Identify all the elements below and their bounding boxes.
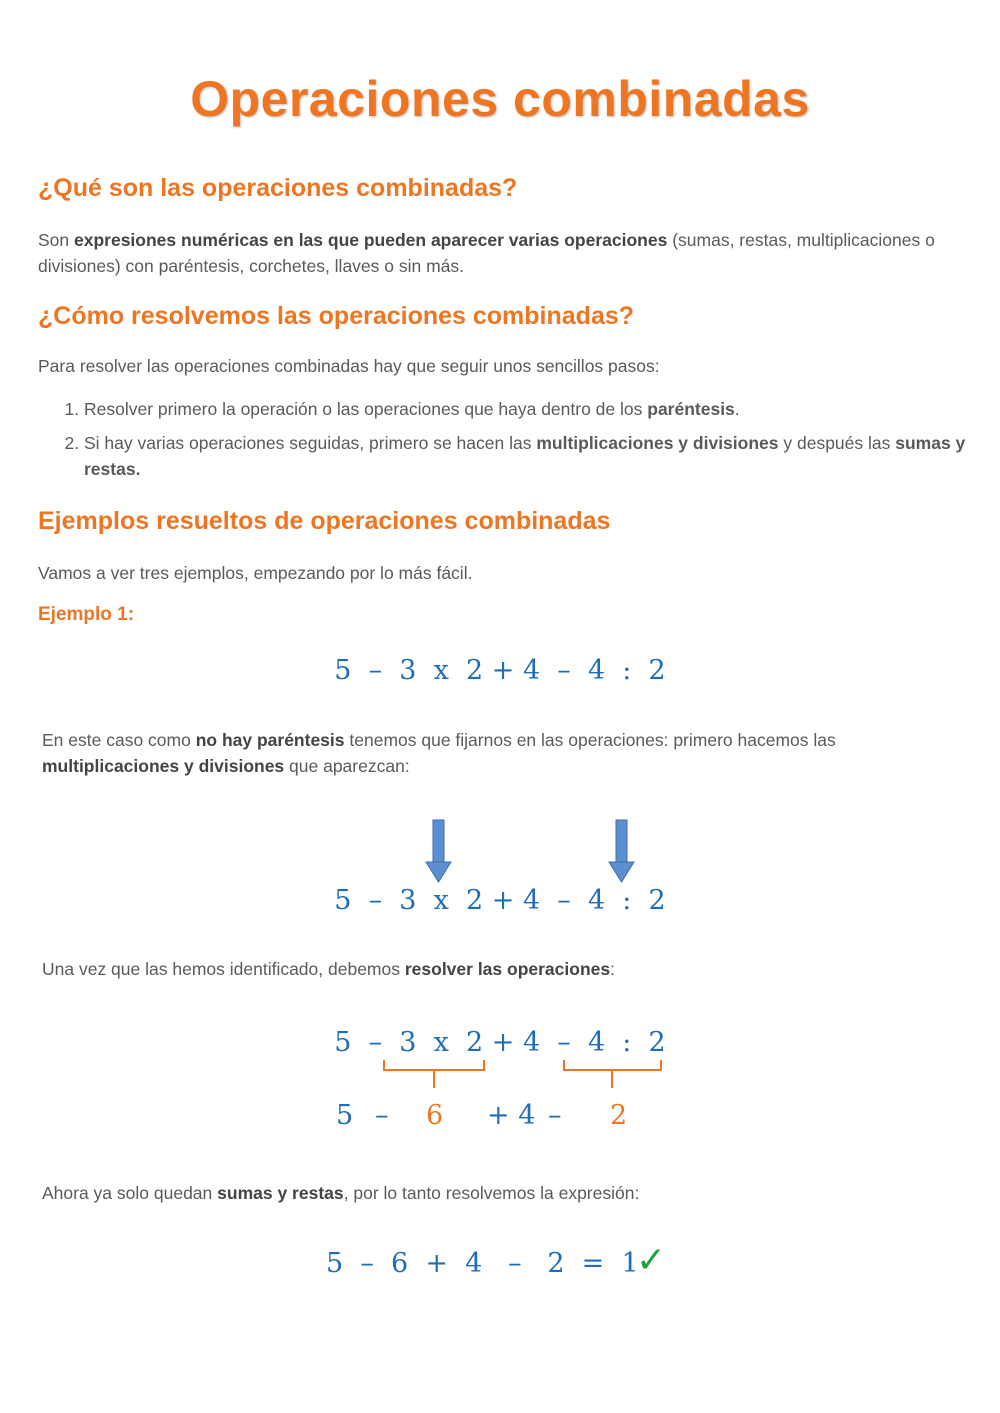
- example-expression: 5 – 3 x 2 + 4 – 4 : 2: [334, 655, 666, 686]
- section-heading-how: ¿Cómo resolvemos las operaciones combinadas?: [38, 302, 635, 330]
- page-title: Operaciones combinadas: [190, 71, 810, 127]
- intermediate-5: 5: [336, 1100, 354, 1131]
- product-result: 6: [426, 1100, 444, 1131]
- explanation-paragraph-1: En este caso como no hay paréntesis tenemos que fijarnos en las operaciones: primero hacemos las multiplicaciones y divisiones que aparezcan:: [42, 730, 836, 776]
- intermediate-line: [0, 1100, 1000, 1140]
- section-heading-what: ¿Qué son las operaciones combinadas?: [38, 174, 518, 202]
- section-heading-examples: Ejemplos resueltos de operaciones combinadas: [38, 507, 611, 535]
- examples-intro: Vamos a ver tres ejemplos, empezando por lo más fácil.: [38, 563, 473, 583]
- down-arrow-icon: [603, 818, 643, 884]
- intermediate-minus: –: [375, 1100, 389, 1131]
- bracket-multiplication: [380, 1058, 490, 1092]
- explanation-paragraph-3: Ahora ya solo quedan sumas y restas, por lo tanto resolvemos la expresión:: [42, 1183, 640, 1203]
- intermediate-plus-4: + 4: [487, 1100, 536, 1131]
- explanation-paragraph-2: Una vez que las hemos identificado, debemos resolver las operaciones:: [42, 959, 615, 979]
- identified-expression: 5 – 3 x 2 + 4 – 4 : 2: [334, 885, 666, 916]
- step-2: 2. Si hay varias operaciones seguidas, primero se hacen las multiplicaciones y divisiones y después las sumas y restas.: [84, 430, 1000, 482]
- steps-intro: Para resolver las operaciones combinadas hay que seguir unos sencillos pasos:: [38, 356, 660, 376]
- down-arrow-icon: [420, 818, 460, 884]
- bracket-division: [560, 1058, 666, 1092]
- example-1-label: Ejemplo 1:: [38, 604, 135, 625]
- checkmark-icon: ✓: [636, 1240, 667, 1281]
- final-line: [0, 1240, 1000, 1298]
- final-expression: 5 – 6 + 4 – 2 = 1: [326, 1248, 639, 1279]
- resolving-expression: 5 – 3 x 2 + 4 – 4 : 2: [334, 1027, 666, 1058]
- intermediate-minus-2: –: [548, 1100, 562, 1131]
- steps-list: [40, 396, 1000, 490]
- step-1: 1. Resolver primero la operación o las operaciones que haya dentro de los paréntesis.: [84, 396, 1000, 422]
- definition-paragraph: Son expresiones numéricas en las que pueden aparecer varias operaciones (sumas, restas, multiplicaciones o divisiones) con paréntesis, corchetes, llaves o sin más.: [38, 230, 935, 276]
- quotient-result: 2: [610, 1100, 628, 1131]
